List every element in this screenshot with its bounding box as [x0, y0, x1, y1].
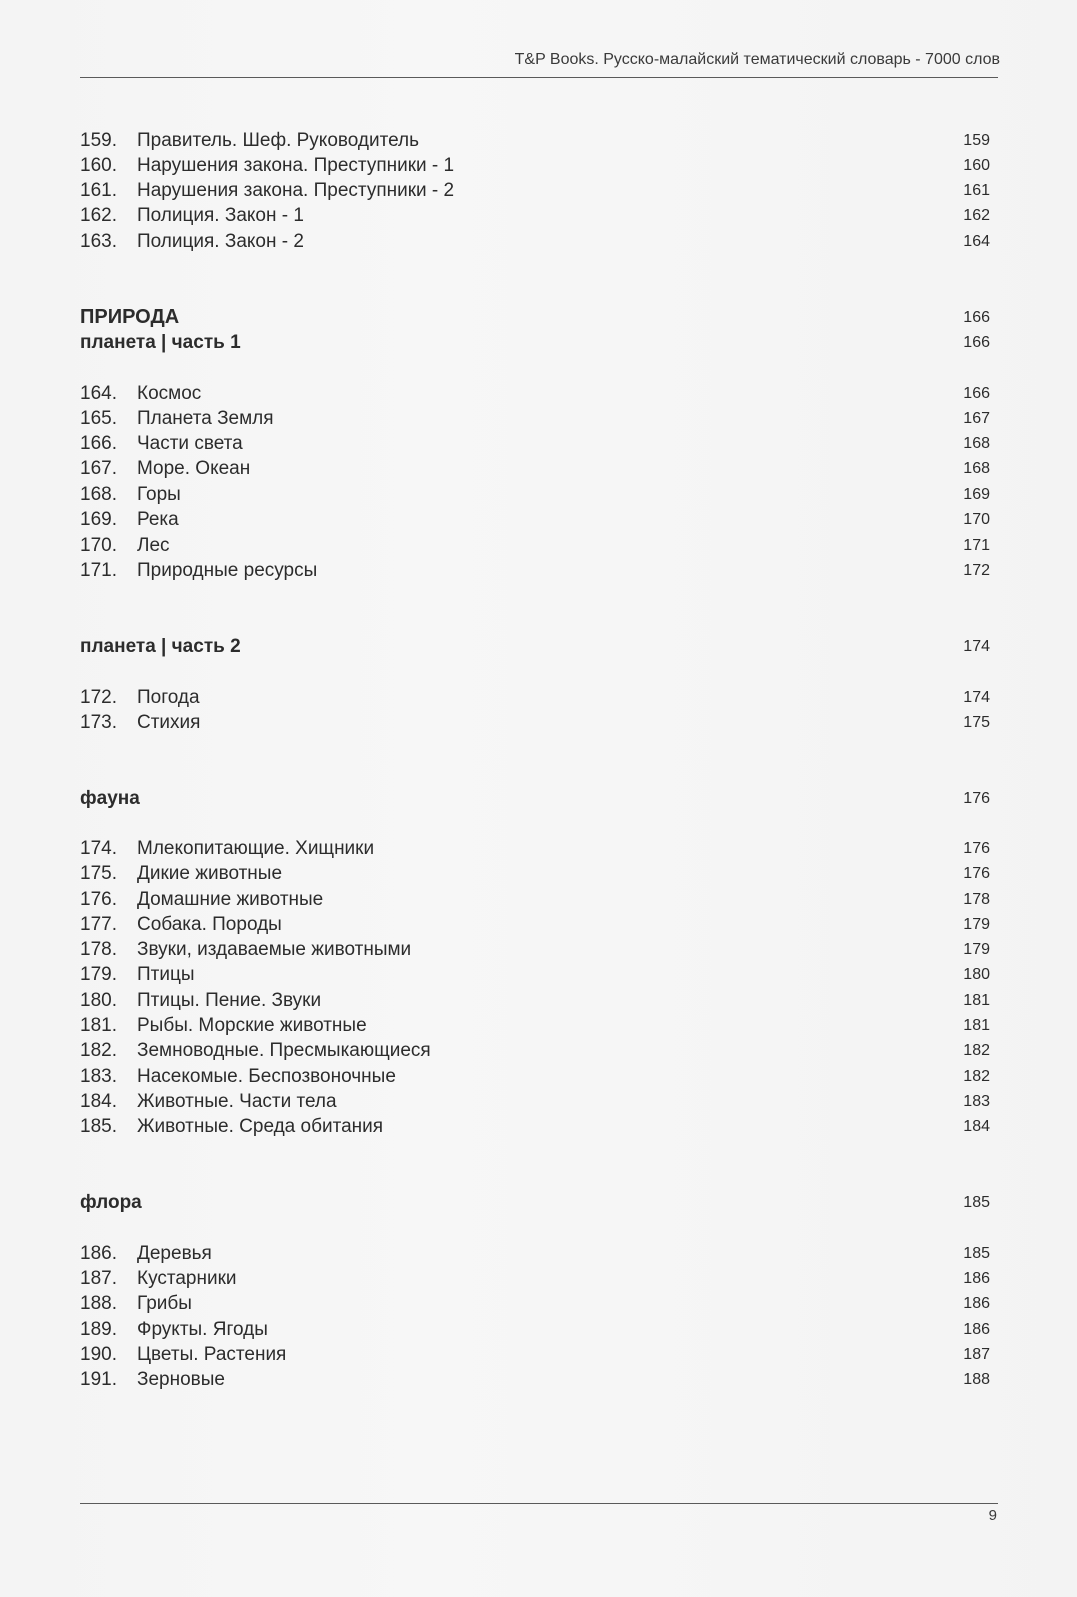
toc-entry-title: Зерновые — [137, 1369, 225, 1390]
toc-section-heading — [80, 330, 990, 355]
toc-entry-title: Полиция. Закон - 2 — [137, 231, 304, 252]
toc-section-heading — [80, 305, 990, 330]
toc-entry-title: Деревья — [137, 1243, 212, 1264]
toc-entry-title: Природные ресурсы — [137, 560, 318, 581]
toc-entry — [80, 533, 990, 558]
toc-page-number: 185 — [963, 1194, 990, 1211]
toc-entry-number: 172. — [80, 687, 117, 708]
toc-page-number: 176 — [963, 865, 990, 882]
toc-entry — [80, 1291, 990, 1316]
toc-section-title: флора — [80, 1192, 142, 1213]
toc-page-number: 160 — [963, 157, 990, 174]
toc-entry — [80, 128, 990, 153]
toc-entry-number: 180. — [80, 990, 117, 1011]
toc-entry-number: 173. — [80, 712, 117, 733]
page-number: 9 — [988, 1507, 997, 1524]
toc-entry-title: Собака. Породы — [137, 914, 282, 935]
toc-entry — [80, 1266, 990, 1291]
toc-page-number: 187 — [963, 1346, 990, 1363]
toc-entry — [80, 178, 990, 203]
toc-entry-number: 183. — [80, 1066, 117, 1087]
toc-entry — [80, 558, 990, 583]
toc-page-number: 180 — [963, 966, 990, 983]
toc-entry — [80, 710, 990, 735]
toc-entry — [80, 203, 990, 228]
toc-entry — [80, 431, 990, 456]
toc-entry-number: 162. — [80, 205, 117, 226]
toc-entry-title: Кустарники — [137, 1268, 237, 1289]
toc-entry — [80, 937, 990, 962]
toc-entry — [80, 1317, 990, 1342]
toc-entry-title: Домашние животные — [137, 889, 324, 910]
toc-page-number: 170 — [963, 511, 990, 528]
toc-entry-number: 187. — [80, 1268, 117, 1289]
toc-entry-number: 160. — [80, 155, 117, 176]
toc-entry-title: Река — [137, 509, 179, 530]
toc-entry-number: 168. — [80, 484, 117, 505]
toc-page-number: 181 — [963, 992, 990, 1009]
toc-page-number: 179 — [963, 941, 990, 958]
toc-entry-title: Стихия — [137, 712, 201, 733]
toc-entry — [80, 988, 990, 1013]
toc-entry — [80, 507, 990, 532]
toc-page-number: 167 — [963, 410, 990, 427]
toc-section-title: ПРИРОДА — [80, 306, 180, 328]
toc-entry — [80, 1114, 990, 1139]
toc-entry-title: Полиция. Закон - 1 — [137, 205, 304, 226]
toc-page-number: 186 — [963, 1321, 990, 1338]
toc-section-title: планета | часть 2 — [80, 636, 241, 657]
toc-entry-title: Море. Океан — [137, 458, 251, 479]
toc-entry-number: 159. — [80, 130, 117, 151]
toc-section-title: фауна — [80, 788, 140, 809]
toc-entry-number: 182. — [80, 1040, 117, 1061]
header-rule — [80, 77, 998, 78]
toc-entry — [80, 1038, 990, 1063]
toc-entry-title: Птицы. Пение. Звуки — [137, 990, 322, 1011]
toc-page-number: 183 — [963, 1093, 990, 1110]
toc-entry — [80, 1367, 990, 1392]
toc-page-number: 162 — [963, 207, 990, 224]
toc-entry-number: 181. — [80, 1015, 117, 1036]
toc-page-number: 179 — [963, 916, 990, 933]
toc-entry — [80, 482, 990, 507]
toc-entry-number: 165. — [80, 408, 117, 429]
toc-page-number: 166 — [963, 309, 990, 326]
toc-section-heading — [80, 634, 990, 659]
toc-entry — [80, 861, 990, 886]
toc-page-number: 185 — [963, 1245, 990, 1262]
toc-page-number: 168 — [963, 435, 990, 452]
toc-entry-number: 175. — [80, 863, 117, 884]
toc-entry — [80, 685, 990, 710]
toc-entry-number: 184. — [80, 1091, 117, 1112]
toc-entry-title: Погода — [137, 687, 200, 708]
toc-entry-number: 170. — [80, 535, 117, 556]
toc-entry-title: Космос — [137, 383, 202, 404]
toc-entry-number: 186. — [80, 1243, 117, 1264]
toc-entry — [80, 1013, 990, 1038]
toc-entry-number: 176. — [80, 889, 117, 910]
toc-entry-title: Нарушения закона. Преступники - 2 — [137, 180, 455, 201]
toc-entry-title: Лес — [137, 535, 170, 556]
toc-entry-title: Грибы — [137, 1293, 192, 1314]
toc-entry — [80, 456, 990, 481]
toc-entry-number: 178. — [80, 939, 117, 960]
toc-entry — [80, 1064, 990, 1089]
toc-page-number: 174 — [963, 638, 990, 655]
toc-page-number: 168 — [963, 460, 990, 477]
toc-entry-title: Птицы — [137, 964, 195, 985]
toc-entry-number: 185. — [80, 1116, 117, 1137]
toc-page-number: 159 — [963, 132, 990, 149]
toc-entry — [80, 1241, 990, 1266]
toc-entry-title: Горы — [137, 484, 181, 505]
toc-entry-title: Правитель. Шеф. Руководитель — [137, 130, 420, 151]
toc-page-number: 184 — [963, 1118, 990, 1135]
toc-entry-title: Млекопитающие. Хищники — [137, 838, 375, 859]
toc-entry-number: 164. — [80, 383, 117, 404]
toc-entry-number: 166. — [80, 433, 117, 454]
toc-entry-number: 177. — [80, 914, 117, 935]
running-header: T&P Books. Русско-малайский тематический словарь - 7000 слов — [514, 51, 1000, 68]
toc-entry-number: 169. — [80, 509, 117, 530]
toc-section-title: планета | часть 1 — [80, 332, 241, 353]
toc-entry — [80, 912, 990, 937]
toc-page-number: 161 — [963, 182, 990, 199]
toc-entry-title: Дикие животные — [137, 863, 283, 884]
toc-section-heading — [80, 786, 990, 811]
toc-entry-title: Фрукты. Ягоды — [137, 1319, 268, 1340]
toc-entry-number: 161. — [80, 180, 117, 201]
footer-rule — [80, 1503, 998, 1504]
toc-page-number: 178 — [963, 891, 990, 908]
toc-page-number: 186 — [963, 1295, 990, 1312]
toc-entry — [80, 962, 990, 987]
toc-page-number: 172 — [963, 562, 990, 579]
toc-page-number: 175 — [963, 714, 990, 731]
toc-page-number: 171 — [963, 537, 990, 554]
toc-entry-number: 188. — [80, 1293, 117, 1314]
toc-page-number: 188 — [963, 1371, 990, 1388]
toc-page-number: 174 — [963, 689, 990, 706]
toc-entry-number: 189. — [80, 1319, 117, 1340]
toc-entry-number: 163. — [80, 231, 117, 252]
toc-entry-title: Насекомые. Беспозвоночные — [137, 1066, 396, 1087]
toc-entry — [80, 836, 990, 861]
toc-entry-title: Части света — [137, 433, 243, 454]
toc-page-number: 169 — [963, 486, 990, 503]
toc-page-number: 164 — [963, 233, 990, 250]
toc-page-number: 181 — [963, 1017, 990, 1034]
toc-page-number: 176 — [963, 840, 990, 857]
toc-section-heading — [80, 1190, 990, 1215]
toc-page-number: 186 — [963, 1270, 990, 1287]
toc-entry — [80, 229, 990, 254]
toc-entry-title: Животные. Части тела — [137, 1091, 337, 1112]
toc-entry-title: Планета Земля — [137, 408, 274, 429]
toc-page-number: 182 — [963, 1042, 990, 1059]
toc-page-number: 166 — [963, 334, 990, 351]
toc-entry-number: 179. — [80, 964, 117, 985]
toc-page-number: 166 — [963, 385, 990, 402]
toc-entry — [80, 887, 990, 912]
toc-entry-title: Рыбы. Морские животные — [137, 1015, 367, 1036]
toc-entry — [80, 153, 990, 178]
toc-page-number: 176 — [963, 790, 990, 807]
toc-entry-number: 167. — [80, 458, 117, 479]
toc-entry-number: 191. — [80, 1369, 117, 1390]
toc-entry-number: 174. — [80, 838, 117, 859]
toc-entry-title: Цветы. Растения — [137, 1344, 287, 1365]
toc-entry — [80, 1342, 990, 1367]
toc-entry-number: 171. — [80, 560, 117, 581]
toc-entry-title: Животные. Среда обитания — [137, 1116, 384, 1137]
toc-entry — [80, 1089, 990, 1114]
toc-entry — [80, 406, 990, 431]
toc-entry-number: 190. — [80, 1344, 117, 1365]
toc-entry-title: Звуки, издаваемые животными — [137, 939, 412, 960]
toc-entry-title: Нарушения закона. Преступники - 1 — [137, 155, 455, 176]
toc-entry — [80, 381, 990, 406]
toc-entry-title: Земноводные. Пресмыкающиеся — [137, 1040, 431, 1061]
toc-page-number: 182 — [963, 1068, 990, 1085]
